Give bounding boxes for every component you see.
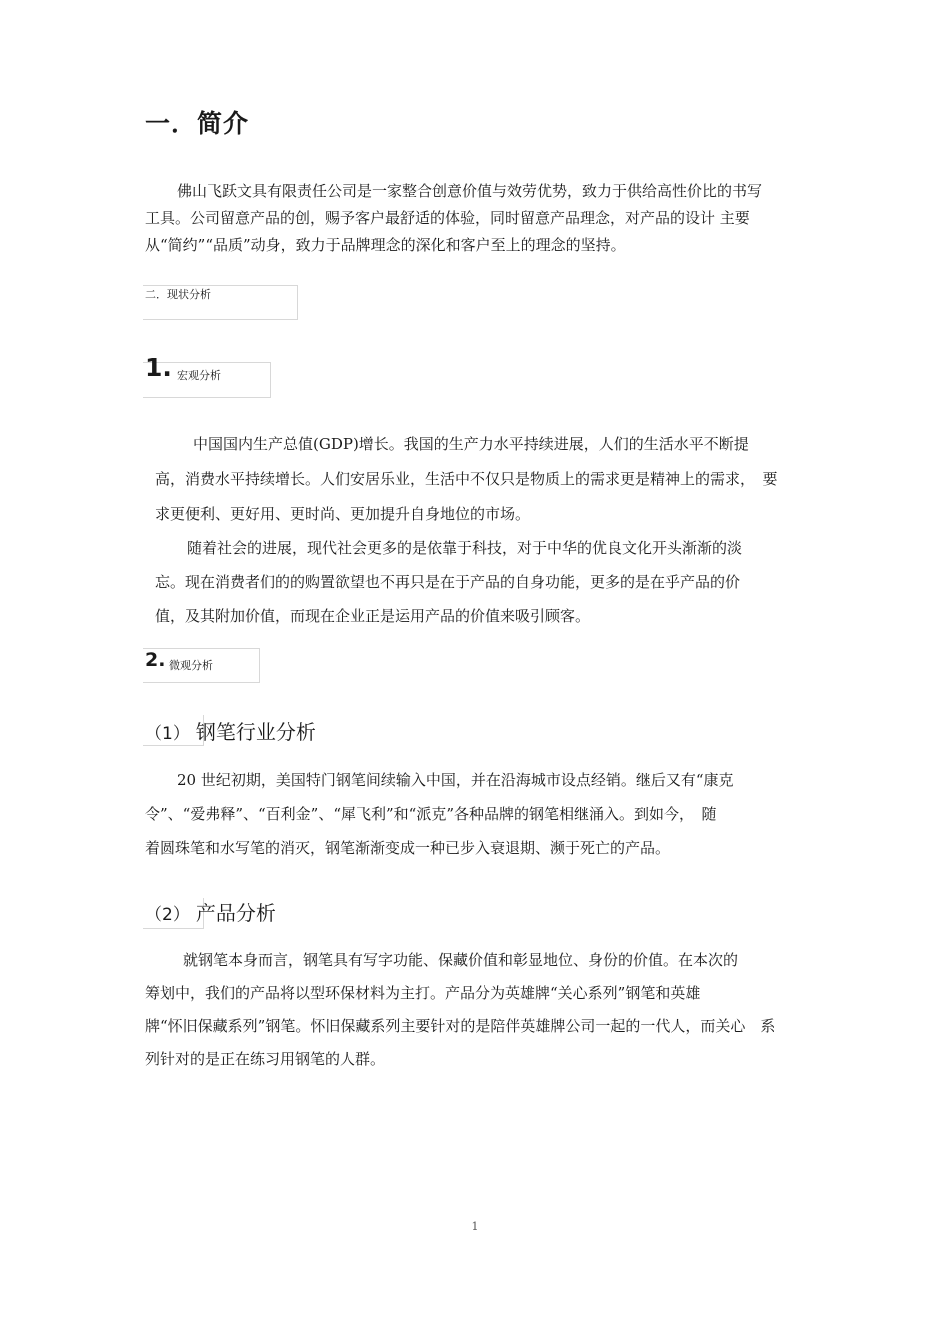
micro-title: 微观分析 [169,659,213,672]
macro-number: 1. [145,353,172,382]
intro-line-2: 工具。公司留意产品的创，赐予客户最舒适的体验，同时留意产品理念，对产品的设计 主要 [145,209,750,227]
intro-paragraph [145,178,825,259]
section-2-heading-box [143,285,298,320]
industry-paragraph [145,763,825,865]
product-title: 产品分析 [195,901,276,925]
macro-p2-line-1: 随着社会的进展，现代社会更多的是依靠于科技，对于中华的优良文化开头渐渐的淡 [187,539,743,557]
macro-paragraph-2 [155,531,825,633]
macro-p2-line-3: 值，及其附加价值，而现在企业正是运用产品的价值来吸引顾客。 [155,607,591,625]
product-line-2: 筹划中，我们的产品将以型环保材料为主打。产品分为英雄牌“关心系列”钢笔和英雄 [145,984,701,1002]
product-tag: （2） [145,905,190,925]
product-heading [145,897,276,926]
macro-p1-line-2: 高，消费水平持续增长。人们安居乐业，生活中不仅只是物质上的需求更是精神上的需求， 要 [155,470,778,488]
industry-tag: （1） [145,724,190,744]
macro-title: 宏观分析 [177,369,221,382]
micro-number: 2. [145,649,166,671]
macro-paragraph-1 [155,427,825,532]
industry-line-2: 令”、“爱弗释”、“百利金”、“犀飞利”和“派克”各种品牌的钢笔相继涌入。到如今， 随 [145,805,717,823]
industry-line-1: 20 世纪初期，美国特门钢笔间续输入中国，并在沿海城市设点经销。继后又有“康克 [177,771,734,789]
industry-title: 钢笔行业分析 [195,720,316,744]
page-number: 1 [471,1220,479,1233]
section-2-heading: 二．现状分析 [145,288,211,301]
macro-p1-line-1: 中国国内生产总值(GDP)增长。我国的生产力水平持续进展，人们的生活水平不断提 [193,435,749,453]
macro-p1-line-3: 求更便利、更好用、更时尚、更加提升自身地位的市场。 [155,505,531,523]
product-paragraph [145,944,825,1076]
product-line-1: 就钢笔本身而言，钢笔具有写字功能、保藏价值和彰显地位、身份的价值。在本次的 [183,951,739,969]
intro-line-3: 从“简约”“品质”动身，致力于品牌理念的深化和客户至上的理念的坚持。 [145,236,626,254]
intro-line-1: 佛山飞跃文具有限责任公司是一家整合创意价值与效劳优势，致力于供给高性价比的书写 [177,182,763,200]
industry-heading [145,716,316,745]
product-line-4: 列针对的是正在练习用钢笔的人群。 [145,1050,386,1068]
industry-line-3: 着圆珠笔和水写笔的消灭，钢笔渐渐变成一种已步入衰退期、濒于死亡的产品。 [145,839,671,857]
macro-p2-line-2: 忘。现在消费者们的的购置欲望也不再只是在于产品的自身功能，更多的是在乎产品的价 [155,573,741,591]
product-line-3: 牌“怀旧保藏系列”钢笔。怀旧保藏系列主要针对的是陪伴英雄牌公司一起的一代人，而关心 系 [145,1017,776,1035]
section-1-heading: 一．简介 [145,109,250,138]
